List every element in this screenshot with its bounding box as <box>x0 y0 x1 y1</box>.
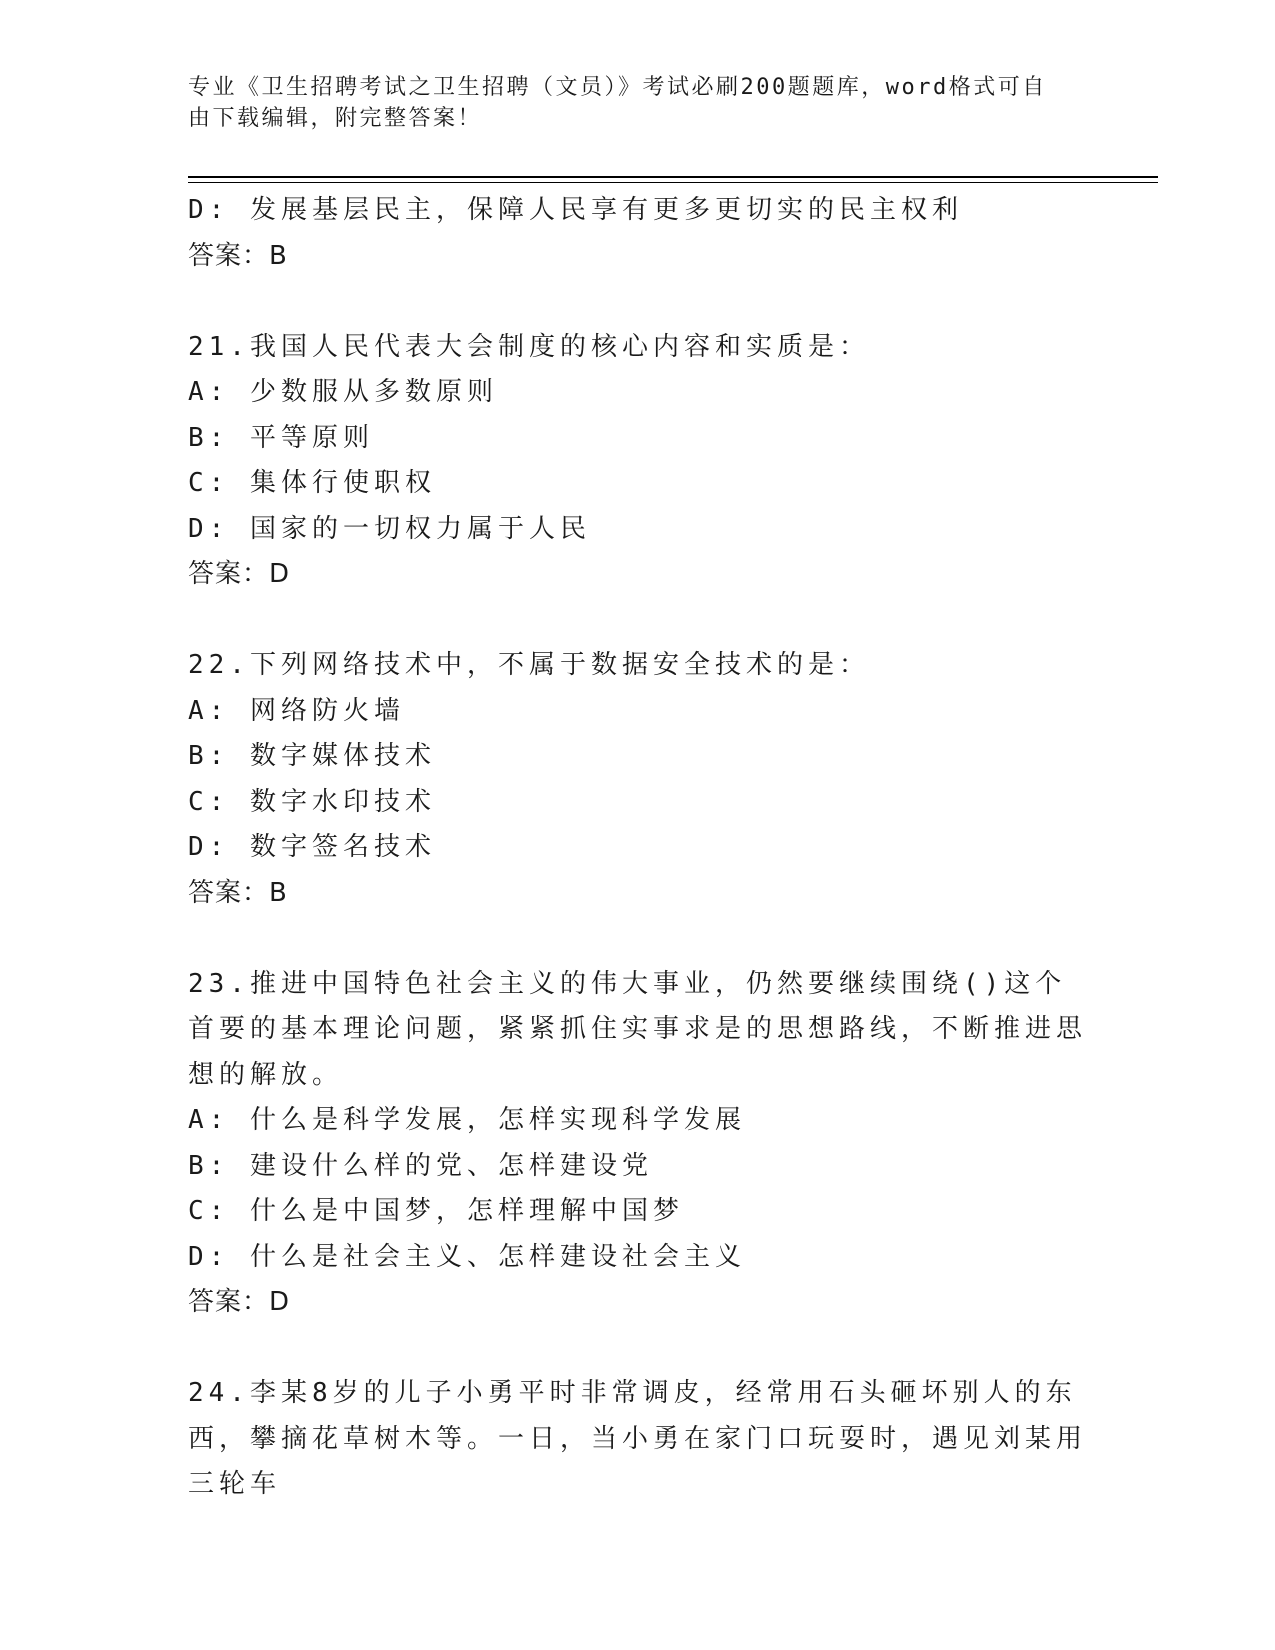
question-block <box>188 643 1088 916</box>
option-c: C: 数字水印技术 <box>188 786 436 817</box>
question-stem: 23.推进中国特色社会主义的伟大事业，仍然要继续围绕()这个首要的基本理论问题，紧紧抓住实事求是的思想路线，不断推进思想的解放。 <box>188 968 1088 1090</box>
document-header: 专业《卫生招聘考试之卫生招聘（文员）》考试必刷200题题库，word格式可自由下载编辑，附完整答案！ <box>188 75 1047 131</box>
option-c: C: 集体行使职权 <box>188 468 436 498</box>
option-d: D: 数字签名技术 <box>188 832 436 862</box>
question-stem: 21.我国人民代表大会制度的核心内容和实质是： <box>188 331 870 362</box>
header-divider-thick <box>188 176 1158 178</box>
question-block <box>188 962 1088 1326</box>
option-a: A: 网络防火墙 <box>188 695 405 726</box>
question-stem: 24.李某8岁的儿子小勇平时非常调皮，经常用石头砸坏别人的东西，攀摘花草树木等。一日，当小勇在家门口玩耍时，遇见刘某用三轮车 <box>188 1378 1088 1499</box>
option-d: D: 国家的一切权力属于人民 <box>188 513 591 544</box>
question-stem: 22.下列网络技术中，不属于数据安全技术的是： <box>188 650 870 680</box>
question-block <box>188 325 1088 598</box>
question-list <box>188 188 1088 1508</box>
answer-line: 答案：D <box>188 559 291 589</box>
option-b: B: 平等原则 <box>188 422 374 453</box>
header-divider-thin <box>188 182 1158 183</box>
option-b: B: 建设什么样的党、怎样建设党 <box>188 1150 653 1181</box>
answer-line: 答案：B <box>188 877 288 908</box>
option-d: D: 发展基层民主，保障人民享有更多更切实的民主权利 <box>188 195 963 225</box>
option-a: A: 少数服从多数原则 <box>188 377 498 407</box>
answer-line: 答案：B <box>188 240 288 271</box>
answer-line: 答案：D <box>188 1287 291 1317</box>
option-d: D: 什么是社会主义、怎样建设社会主义 <box>188 1241 746 1272</box>
option-c: C: 什么是中国梦，怎样理解中国梦 <box>188 1196 684 1226</box>
option-a: A: 什么是科学发展，怎样实现科学发展 <box>188 1105 746 1135</box>
question-block <box>188 1371 1088 1508</box>
option-b: B: 数字媒体技术 <box>188 741 436 771</box>
